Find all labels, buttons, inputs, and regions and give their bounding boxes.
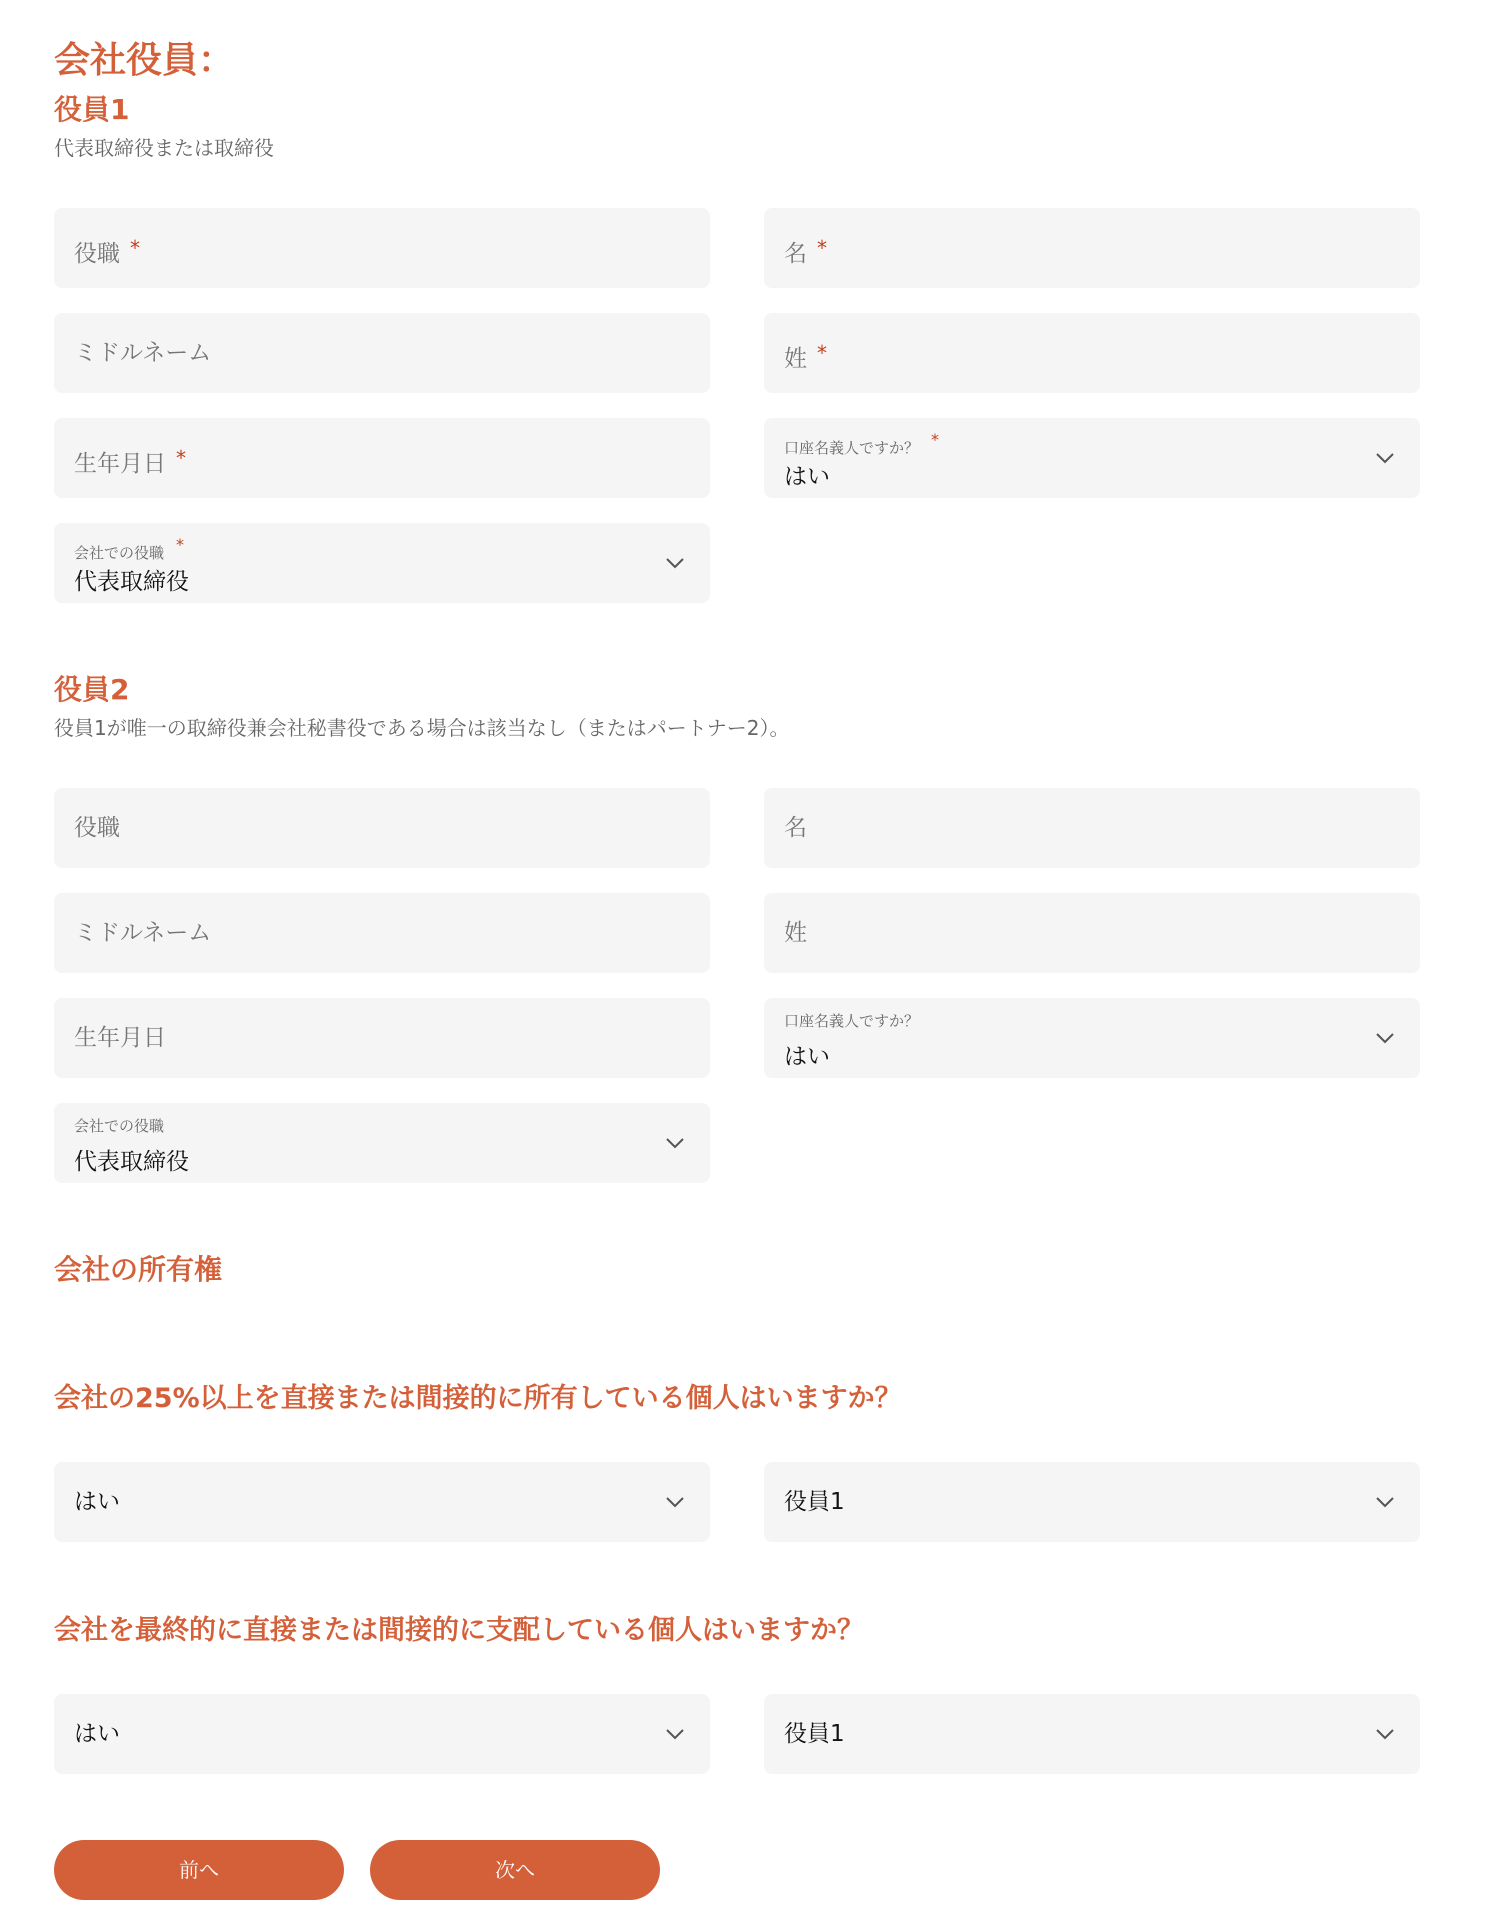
prev-button[interactable]: 前へ bbox=[54, 1840, 344, 1900]
officer1-last-name-input[interactable] bbox=[764, 313, 1420, 393]
required-mark: * bbox=[817, 236, 827, 260]
q2-answer-select[interactable] bbox=[54, 1694, 710, 1774]
officer1-middle-name-placeholder: ミドルネーム bbox=[74, 340, 212, 366]
q2-answer-value: はい bbox=[74, 1721, 120, 1747]
officer1-last-name-placeholder: 姓 bbox=[784, 346, 807, 372]
chevron-down-icon bbox=[664, 1723, 686, 1745]
officer1-company-role-value: 代表取締役 bbox=[74, 569, 189, 595]
officer1-subtitle: 代表取締役または取締役 bbox=[54, 136, 274, 160]
officer2-company-role-select[interactable] bbox=[54, 1103, 710, 1183]
q2-person-select[interactable] bbox=[764, 1694, 1420, 1774]
officer2-first-name-input[interactable] bbox=[764, 788, 1420, 868]
officer2-last-name-input[interactable] bbox=[764, 893, 1420, 973]
officer1-dob-placeholder: 生年月日 bbox=[74, 451, 166, 477]
officer1-signatory-value: はい bbox=[784, 464, 830, 490]
officer2-first-name-placeholder: 名 bbox=[784, 815, 807, 841]
officer2-title-placeholder: 役職 bbox=[74, 815, 120, 841]
q1-person-value: 役員1 bbox=[784, 1489, 845, 1515]
ownership-question-1: 会社の25%以上を直接または間接的に所有している個人はいますか？ bbox=[54, 1383, 902, 1414]
officer2-middle-name-input[interactable] bbox=[54, 893, 710, 973]
q1-answer-value: はい bbox=[74, 1489, 120, 1515]
officer2-middle-name-placeholder: ミドルネーム bbox=[74, 920, 212, 946]
officer2-company-role-label: 会社での役職 bbox=[74, 1117, 165, 1135]
required-mark: * bbox=[817, 341, 827, 365]
officer1-signatory-label: 口座名義人ですか？ bbox=[784, 439, 920, 457]
officer1-middle-name-input[interactable] bbox=[54, 313, 710, 393]
officer2-signatory-value: はい bbox=[784, 1044, 830, 1070]
chevron-down-icon bbox=[1374, 1027, 1396, 1049]
officer1-title-input[interactable] bbox=[54, 208, 710, 288]
officer2-dob-input[interactable] bbox=[54, 998, 710, 1078]
chevron-down-icon bbox=[664, 1491, 686, 1513]
officer2-company-role-value: 代表取締役 bbox=[74, 1149, 189, 1175]
officer2-signatory-select[interactable] bbox=[764, 998, 1420, 1078]
required-mark: * bbox=[176, 535, 185, 554]
officer1-heading: 役員1 bbox=[54, 93, 130, 126]
officer1-signatory-select[interactable] bbox=[764, 418, 1420, 498]
officer1-company-role-select[interactable] bbox=[54, 523, 710, 603]
chevron-down-icon bbox=[1374, 447, 1396, 469]
required-mark: * bbox=[176, 446, 186, 470]
ownership-question-2: 会社を最終的に直接または間接的に支配している個人はいますか？ bbox=[54, 1615, 864, 1646]
officer2-title-input[interactable] bbox=[54, 788, 710, 868]
required-mark: * bbox=[931, 430, 940, 449]
ownership-heading: 会社の所有権 bbox=[54, 1253, 223, 1286]
officer2-subtitle: 役員1が唯一の取締役兼会社秘書役である場合は該当なし（またはパートナー2）。 bbox=[54, 716, 790, 740]
officer2-heading: 役員2 bbox=[54, 673, 130, 706]
q1-answer-select[interactable] bbox=[54, 1462, 710, 1542]
required-mark: * bbox=[130, 236, 140, 260]
chevron-down-icon bbox=[664, 1132, 686, 1154]
officer1-title-placeholder: 役職 bbox=[74, 241, 120, 267]
page-title: 会社役員： bbox=[54, 40, 235, 81]
next-button[interactable]: 次へ bbox=[370, 1840, 660, 1900]
q2-person-value: 役員1 bbox=[784, 1721, 845, 1747]
officer1-first-name-input[interactable] bbox=[764, 208, 1420, 288]
officer2-dob-placeholder: 生年月日 bbox=[74, 1025, 166, 1051]
chevron-down-icon bbox=[1374, 1491, 1396, 1513]
officer2-last-name-placeholder: 姓 bbox=[784, 920, 807, 946]
chevron-down-icon bbox=[1374, 1723, 1396, 1745]
q1-person-select[interactable] bbox=[764, 1462, 1420, 1542]
officer1-dob-input[interactable] bbox=[54, 418, 710, 498]
officer1-company-role-label: 会社での役職 bbox=[74, 544, 165, 562]
officer1-first-name-placeholder: 名 bbox=[784, 241, 807, 267]
officer2-signatory-label: 口座名義人ですか？ bbox=[784, 1012, 920, 1030]
chevron-down-icon bbox=[664, 552, 686, 574]
